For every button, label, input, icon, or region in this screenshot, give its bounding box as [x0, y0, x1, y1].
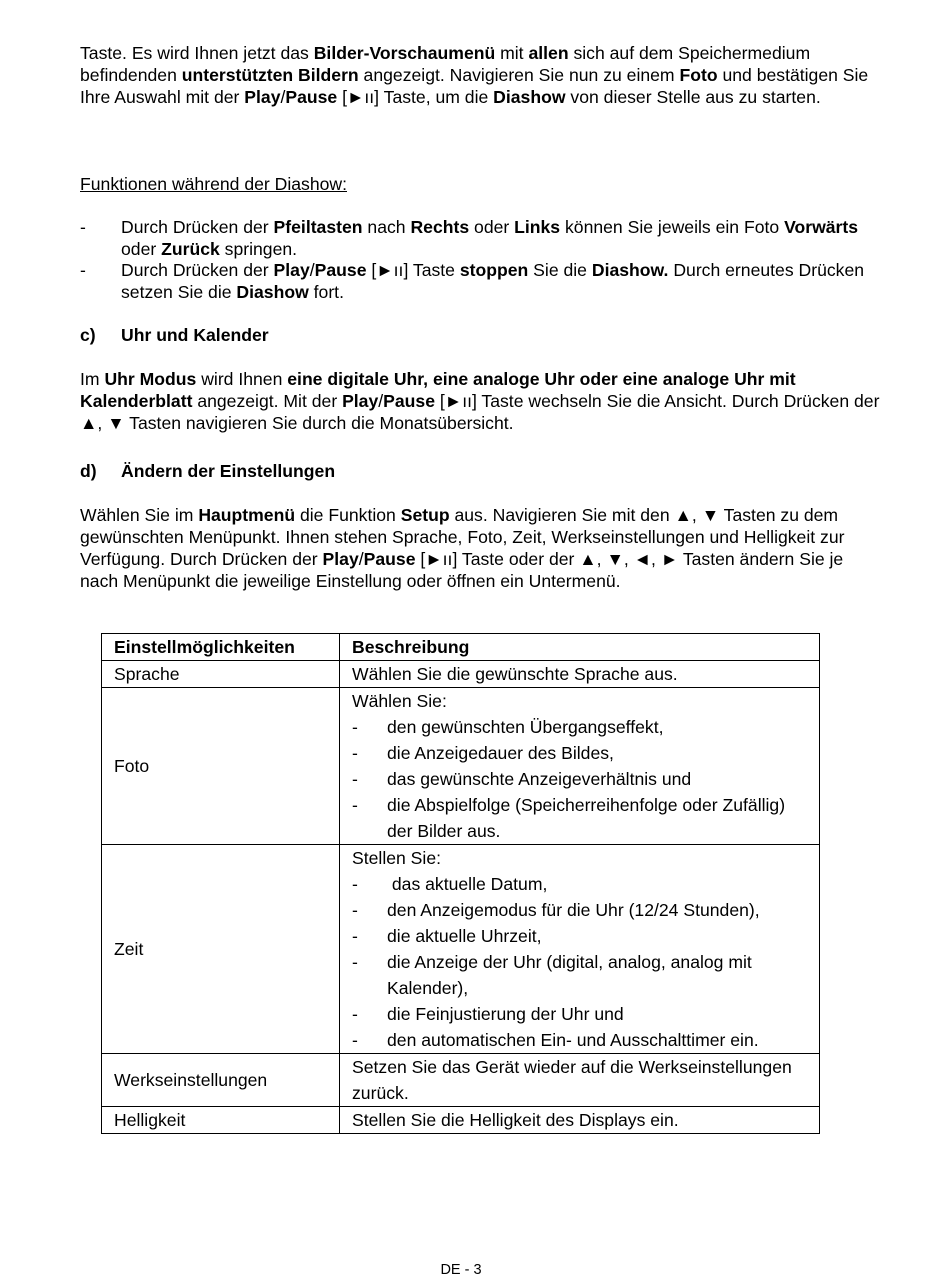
bold-text: Bilder-Vorschaumenü	[313, 43, 496, 63]
list-dash: -	[352, 874, 358, 894]
text-run: [►ıı] Taste, um die	[337, 87, 494, 107]
bold-text: Pause	[285, 87, 338, 107]
section-c-paragraph	[80, 368, 885, 434]
description-list-item	[352, 740, 807, 766]
setting-name-cell: Zeit	[102, 845, 340, 1054]
bold-text: eine digitale Uhr, eine analoge Uhr oder eine analoge Uhr mit Kalenderblatt	[80, 369, 796, 411]
header-cell-settings: Einstellmöglichkeiten	[102, 634, 340, 661]
diashow-title-text: Funktionen während der Diashow:	[80, 174, 347, 194]
text-run: aus. Navigieren Sie mit den ▲, ▼ Tasten zu dem gewünschten Menüpunkt. Ihnen stehen Sprache, Foto, Zeit, Werkseinstellungen und Helligkeit zur Verfügung. Durch Drücken der	[80, 505, 845, 569]
bold-text: Pfeiltasten	[273, 217, 363, 237]
list-dash: -	[352, 717, 358, 737]
settings-table	[101, 633, 820, 1134]
text-run: Taste. Es wird Ihnen jetzt das	[80, 43, 314, 63]
description-list-item	[352, 871, 807, 897]
bold-text: Pause	[363, 549, 416, 569]
intro-paragraph	[80, 42, 885, 108]
text-run: Im	[80, 369, 105, 389]
list-item-text: die aktuelle Uhrzeit,	[387, 926, 542, 946]
section-d-paragraph	[80, 504, 885, 592]
text-run: sich auf dem Speichermedium befindenden	[80, 43, 811, 85]
table-row	[102, 1107, 820, 1134]
bold-text: Foto	[679, 65, 718, 85]
list-item-text: den gewünschten Übergangseffekt,	[387, 717, 664, 737]
text-run: springen.	[219, 239, 298, 259]
text-run: oder	[121, 239, 162, 259]
text-run: angezeigt. Mit der	[192, 391, 343, 411]
list-item-text: das gewünschte Anzeigeverhältnis und	[387, 769, 692, 789]
bold-text: Links	[514, 217, 561, 237]
page-number: DE - 3	[440, 1262, 482, 1278]
description-list-item	[352, 1001, 807, 1027]
setting-name-cell: Werkseinstellungen	[102, 1054, 340, 1107]
text-run: nach	[362, 217, 411, 237]
diashow-bullet	[80, 259, 885, 303]
section-title: Uhr und Kalender	[121, 325, 269, 345]
text-run: /	[378, 391, 384, 411]
list-dash: -	[352, 1030, 358, 1050]
setting-description-cell	[340, 1107, 820, 1134]
description-list-item	[352, 949, 807, 1001]
description-list-item	[352, 766, 807, 792]
setting-description-cell	[340, 688, 820, 845]
bold-text: Play	[273, 260, 310, 280]
list-item-text: den Anzeigemodus für die Uhr (12/24 Stunden),	[387, 900, 760, 920]
table-body	[102, 661, 820, 1134]
text-run: oder	[469, 217, 515, 237]
bold-text: Pause	[314, 260, 367, 280]
bold-text: Diashow	[236, 282, 309, 302]
text-run: [►ıı] Taste	[366, 260, 460, 280]
list-dash: -	[352, 1004, 358, 1024]
bold-text: Pause	[383, 391, 435, 411]
text-run: Sie die	[528, 260, 592, 280]
list-item-text: die Anzeigedauer des Bildes,	[387, 743, 614, 763]
text-run: von dieser Stelle aus zu starten.	[565, 87, 821, 107]
list-item-text: das aktuelle Datum,	[387, 874, 548, 894]
text-run: Durch Drücken der	[121, 260, 274, 280]
description-line: Stellen Sie die Helligkeit des Displays ein.	[352, 1110, 679, 1130]
section-letter: d)	[80, 461, 97, 481]
bold-text: allen	[528, 43, 569, 63]
setting-description-cell	[340, 661, 820, 688]
list-dash: -	[352, 769, 358, 789]
text-run: mit	[495, 43, 529, 63]
list-dash: -	[352, 952, 358, 972]
bold-text: Rechts	[410, 217, 470, 237]
setting-name-cell: Helligkeit	[102, 1107, 340, 1134]
bold-text: Setup	[400, 505, 450, 525]
bullet-text	[121, 216, 885, 260]
header-cell-description: Beschreibung	[340, 634, 820, 661]
list-item-text: die Anzeige der Uhr (digital, analog, analog mit Kalender),	[387, 952, 757, 998]
diashow-title	[80, 173, 885, 195]
text-run: die Funktion	[295, 505, 401, 525]
setting-description-cell	[340, 1054, 820, 1107]
description-list-item	[352, 792, 807, 844]
bold-text: Diashow.	[591, 260, 669, 280]
section-title: Ändern der Einstellungen	[121, 461, 336, 481]
text-run: fort.	[308, 282, 344, 302]
table-row	[102, 845, 820, 1054]
bold-text: Zurück	[161, 239, 220, 259]
list-dash: -	[352, 900, 358, 920]
text-run: Durch erneutes Drücken setzen Sie die	[121, 260, 865, 302]
setting-name-cell: Foto	[102, 688, 340, 845]
section-letter: c)	[80, 325, 96, 345]
bullet-dash: -	[80, 260, 86, 280]
text-run: [►ıı] Taste wechseln Sie die Ansicht. Durch Drücken der ▲, ▼ Tasten navigieren Sie durch die Monatsübersicht.	[80, 391, 880, 433]
bold-text: Play	[342, 391, 379, 411]
table-header-row	[102, 634, 820, 661]
text-run: und bestätigen Sie Ihre Auswahl mit der	[80, 65, 869, 107]
setting-description-cell	[340, 845, 820, 1054]
text-run: /	[358, 549, 364, 569]
text-run: Wählen Sie im	[80, 505, 199, 525]
list-dash: -	[352, 743, 358, 763]
list-dash: -	[352, 926, 358, 946]
bold-text: Vorwärts	[784, 217, 859, 237]
bold-text: Hauptmenü	[198, 505, 296, 525]
description-line: Wählen Sie die gewünschte Sprache aus.	[352, 664, 678, 684]
bold-text: Play	[244, 87, 281, 107]
text-run: Durch Drücken der	[121, 217, 274, 237]
bullet-text	[121, 259, 885, 303]
bold-text: Uhr Modus	[104, 369, 197, 389]
table-row	[102, 661, 820, 688]
bold-text: Diashow	[493, 87, 566, 107]
list-dash: -	[352, 795, 358, 815]
description-list-item	[352, 1027, 807, 1053]
section-d-heading	[80, 460, 335, 482]
table-row	[102, 688, 820, 845]
description-line: Wählen Sie:	[352, 691, 447, 711]
setting-name-cell: Sprache	[102, 661, 340, 688]
list-item-text: den automatischen Ein- und Ausschalttimer ein.	[387, 1030, 759, 1050]
list-item-text: die Abspielfolge (Speicherreihenfolge oder Zufällig) der Bilder aus.	[387, 795, 790, 841]
text-run: /	[280, 87, 286, 107]
text-run: /	[309, 260, 315, 280]
section-c-heading	[80, 324, 269, 346]
description-list-item	[352, 897, 807, 923]
text-run: angezeigt. Navigieren Sie nun zu einem	[358, 65, 680, 85]
list-item-text: die Feinjustierung der Uhr und	[387, 1004, 624, 1024]
text-run: wird Ihnen	[196, 369, 288, 389]
description-line: Stellen Sie:	[352, 848, 441, 868]
description-list-item	[352, 714, 807, 740]
bold-text: stoppen	[459, 260, 529, 280]
text-run: [►ıı] Taste oder der ▲, ▼, ◄, ► Tasten ändern Sie je nach Menüpunkt die jeweilige Einstellung oder öffnen ein Untermenü.	[80, 549, 844, 591]
table-row	[102, 1054, 820, 1107]
description-list-item	[352, 923, 807, 949]
bold-text: Play	[322, 549, 359, 569]
bold-text: unterstützten Bildern	[181, 65, 359, 85]
bullet-dash: -	[80, 217, 86, 237]
text-run: können Sie jeweils ein Foto	[560, 217, 785, 237]
diashow-bullet	[80, 216, 885, 260]
description-line: Setzen Sie das Gerät wieder auf die Werkseinstellungen zurück.	[352, 1057, 792, 1103]
